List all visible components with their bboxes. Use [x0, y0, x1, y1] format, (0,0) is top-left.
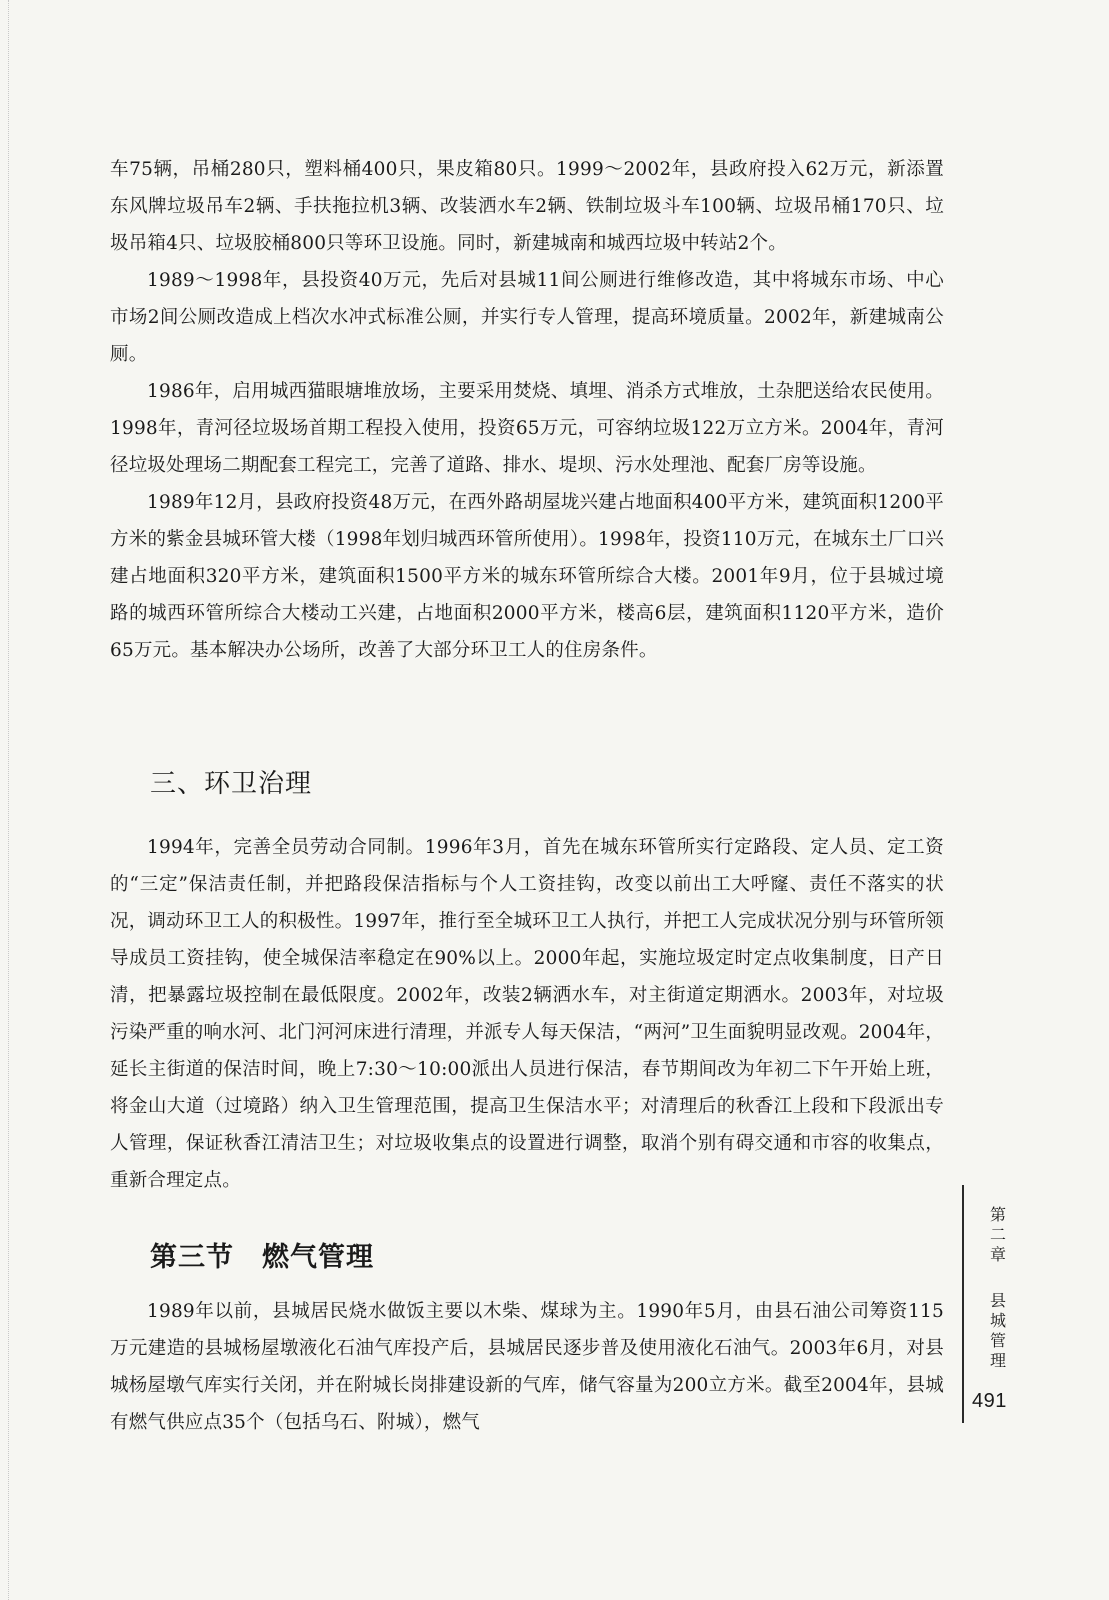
body-block-top: [110, 151, 944, 669]
paragraph-landfill: 1986年，启用城西猫眼塘堆放场，主要采用焚烧、填埋、消杀方式堆放，土杂肥送给农民使用。1998年，青河径垃圾场首期工程投入使用，投资65万元，可容纳垃圾122万立方米。2004年，青河径垃圾处理场二期配套工程完工，完善了道路、排水、堤坝、污水处理池、配套厂房等设施。: [110, 381, 944, 476]
section-title-gas: [150, 1235, 374, 1274]
paragraph-office-buildings: 1989年12月，县政府投资48万元，在西外路胡屋垅兴建占地面积400平方米，建筑面积1200平方米的紫金县城环管大楼（1998年划归城西环管所使用）。1998年，投资110万元，在城东土厂口兴建占地面积320平方米，建筑面积1500平方米的城东环管所综合大楼。2001年9月，位于县城过境路的城西环管所综合大楼动工兴建，占地面积2000平方米，楼高6层，建筑面积1120平方米，造价65万元。基本解决办公场所，改善了大部分环卫工人的住房条件。: [110, 492, 944, 661]
paragraph-public-toilets: 1989～1998年，县投资40万元，先后对县城11间公厕进行维修改造，其中将城东市场、中心市场2间公厕改造成上档次水冲式标准公厕，并实行专人管理，提高环境质量。2002年，新建城南公厕。: [110, 270, 944, 365]
section-heading-sanitation: 三、环卫治理: [150, 769, 313, 799]
chapter-number-label: 第二章: [989, 1205, 1006, 1264]
scan-edge-line: [8, 0, 11, 1600]
paragraph-sanitation-management: 1994年，完善全员劳动合同制。1996年3月，首先在城东环管所实行定路段、定人员、定工资的“三定”保洁责任制，并把路段保洁指标与个人工资挂钩，改变以前出工大呼窿、责任不落实的状况，调动环卫工人的积极性。1997年，推行至全城环卫工人执行，并把工人完成状况分别与环管所领导成员工资挂钩，使全城保洁率稳定在90%以上。2000年起，实施垃圾定时定点收集制度，日产日清，把暴露垃圾控制在最低限度。2002年，改装2辆洒水车，对主街道定期洒水。2003年，对垃圾污染严重的响水河、北门河河床进行清理，并派专人每天保洁，“两河”卫生面貌明显改观。2004年，延长主街道的保洁时间，晚上7:30～10:00派出人员进行保洁，春节期间改为年初二下午开始上班，将金山大道（过境路）纳入卫生管理范围，提高卫生保洁水平；对清理后的秋香江上段和下段派出专人管理，保证秋香江清洁卫生；对垃圾收集点的设置进行调整，取消个别有碍交通和市容的收集点，重新合理定点。: [110, 837, 944, 1191]
section-title-text: 燃气管理: [262, 1242, 374, 1273]
chapter-title-label: 县城管理: [989, 1291, 1006, 1370]
paragraph-facilities: 车75辆，吊桶280只，塑料桶400只，果皮箱80只。1999～2002年，县政府投入62万元，新添置东风牌垃圾吊车2辆、手扶拖拉机3辆、改装洒水车2辆、铁制垃圾斗车100辆、垃圾吊桶170只、垃圾吊箱4只、垃圾胶桶800只等环卫设施。同时，新建城南和城西垃圾中转站2个。: [110, 159, 944, 254]
section-number: 第三节: [150, 1242, 234, 1273]
paragraph-gas-supply: 1989年以前，县城居民烧水做饭主要以木柴、煤球为主。1990年5月，由县石油公司筹资115万元建造的县城杨屋墩液化石油气库投产后，县城居民逐步普及使用液化石油气。2003年6月，对县城杨屋墩气库实行关闭，并在附城长岗排建设新的气库，储气容量为200立方米。截至2004年，县城有燃气供应点35个（包括乌石、附城），燃气: [110, 1301, 944, 1433]
margin-divider: [962, 1185, 964, 1423]
page-number: 491: [972, 1390, 1007, 1412]
body-block-gas: [110, 1293, 944, 1441]
body-block-sanitation: [110, 829, 944, 1199]
